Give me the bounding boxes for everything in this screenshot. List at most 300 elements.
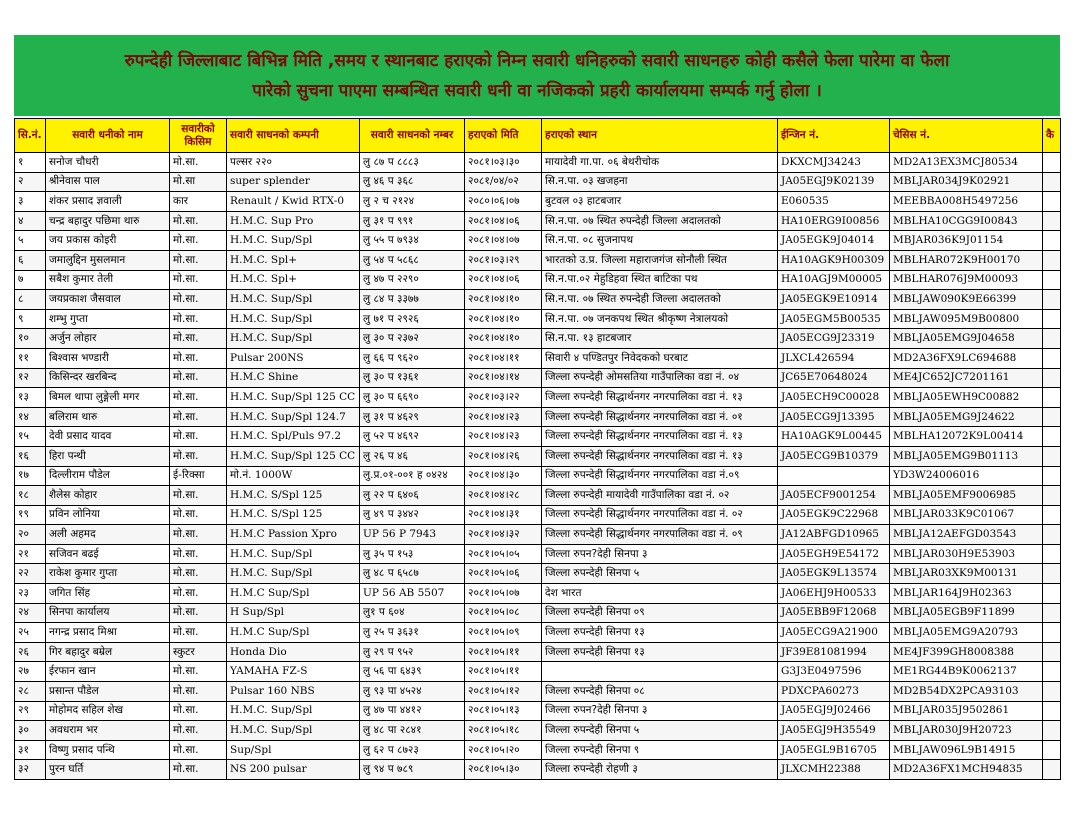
cell-serial: २७ xyxy=(15,662,46,682)
cell-vehicle-type: मो.सा. xyxy=(170,231,227,251)
cell-serial: २२ xyxy=(15,564,46,584)
cell-vehicle-company: NS 200 pulsar xyxy=(227,760,360,780)
cell-engine-no: JA05EGK9L13574 xyxy=(778,564,890,584)
cell-vehicle-type: मो.सा. xyxy=(170,329,227,349)
cell-lost-place: जिल्ला रुपन्देही सिनपा ५ xyxy=(542,721,778,741)
cell-serial: ९ xyxy=(15,309,46,329)
cell-vehicle-company: Sup/Spl xyxy=(227,740,360,760)
cell-engine-no: JA05ECG9B10379 xyxy=(778,446,890,466)
cell-chassis-no: MBLHAR072K9H00170 xyxy=(890,250,1043,270)
cell-vehicle-number: लु ६६ प ९६२० xyxy=(360,348,465,368)
cell-vehicle-company: H.M.C Sup/Spl xyxy=(227,584,360,604)
cell-vehicle-number: लु ४७ पा ४४१२ xyxy=(360,701,465,721)
cell-chassis-no: MBLJA05EGB9F11899 xyxy=(890,603,1043,623)
cell-lost-date: २०८१।०४।१० xyxy=(465,309,542,329)
cell-extra xyxy=(1043,231,1061,251)
cell-engine-no: JA05EGL9B16705 xyxy=(778,740,890,760)
cell-lost-date: २०८१।०५।३० xyxy=(465,760,542,780)
cell-extra xyxy=(1043,623,1061,643)
cell-owner-name: मोहोमद सहिल शेख xyxy=(46,701,170,721)
table-row xyxy=(15,368,1061,388)
cell-owner-name: बिमल थापा लुङ्गेली मगर xyxy=(46,388,170,408)
col-vehicle-type: सवारीको किसिम xyxy=(170,119,227,153)
cell-owner-name: नगन्द्र प्रसाद मिश्रा xyxy=(46,623,170,643)
cell-engine-no: HA10ERG9I00856 xyxy=(778,211,890,231)
cell-vehicle-company: H.M.C Shine xyxy=(227,368,360,388)
cell-vehicle-type: कार xyxy=(170,192,227,212)
cell-vehicle-number: लु ३० प १३६१ xyxy=(360,368,465,388)
cell-extra xyxy=(1043,760,1061,780)
cell-owner-name: पुरन घर्ति xyxy=(46,760,170,780)
cell-serial: ४ xyxy=(15,211,46,231)
cell-engine-no: JA05EGJ9K02139 xyxy=(778,172,890,192)
cell-engine-no: JA05ECG9J13395 xyxy=(778,407,890,427)
cell-lost-place: सि.न.पा. ०७ स्थित रुपन्देही जिल्ला अदालतको xyxy=(542,211,778,231)
cell-vehicle-company: मो.नं. 1000W xyxy=(227,466,360,486)
cell-vehicle-company: H.M.C. Spl/Puls 97.2 xyxy=(227,427,360,447)
cell-chassis-no: MD2B54DX2PCA93103 xyxy=(890,682,1043,702)
cell-owner-name: प्रविन लोनिया xyxy=(46,505,170,525)
cell-lost-place: जिल्ला रुपन्देही सिद्धार्थनगर नगरपालिका वडा नं. ०९ xyxy=(542,525,778,545)
cell-serial: २८ xyxy=(15,682,46,702)
cell-owner-name: जयप्रकाश जैसवाल xyxy=(46,290,170,310)
cell-lost-date: २०८१।०४।३१ xyxy=(465,505,542,525)
cell-vehicle-type: मो.सा. xyxy=(170,544,227,564)
cell-owner-name: दिल्लीराम पौडेल xyxy=(46,466,170,486)
cell-vehicle-company: H.M.C. Sup/Spl xyxy=(227,231,360,251)
cell-lost-place: जिल्ला रुपन्देही सिद्धार्थनगर नगरपालिका वडा नं. ०२ xyxy=(542,505,778,525)
cell-vehicle-type: मो.सा. xyxy=(170,348,227,368)
cell-lost-date: २०८१।०४।३२ xyxy=(465,525,542,545)
cell-engine-no: JA05EGM5B00535 xyxy=(778,309,890,329)
cell-lost-place xyxy=(542,662,778,682)
col-extra: कै xyxy=(1043,119,1061,153)
cell-serial: २९ xyxy=(15,701,46,721)
cell-chassis-no: MBLJA05EMG9A20793 xyxy=(890,623,1043,643)
cell-vehicle-company: Pulsar 200NS xyxy=(227,348,360,368)
cell-vehicle-type: मो.सा. xyxy=(170,662,227,682)
cell-vehicle-number: लु २२ प ६४०६ xyxy=(360,486,465,506)
cell-vehicle-type: मो.सा. xyxy=(170,407,227,427)
cell-owner-name: अवधराम भर xyxy=(46,721,170,741)
cell-vehicle-type: मो.सा. xyxy=(170,368,227,388)
cell-engine-no: JLXCMH22388 xyxy=(778,760,890,780)
cell-vehicle-type: मो.सा. xyxy=(170,250,227,270)
table-row xyxy=(15,584,1061,604)
cell-owner-name: अली अहमद xyxy=(46,525,170,545)
cell-serial: ३ xyxy=(15,192,46,212)
cell-chassis-no: MBLJA05EMG9B01113 xyxy=(890,446,1043,466)
cell-vehicle-type: मो.सा. xyxy=(170,270,227,290)
cell-vehicle-number: लु.प्र.०१-००१ ह ०४२४ xyxy=(360,466,465,486)
cell-extra xyxy=(1043,505,1061,525)
cell-extra xyxy=(1043,446,1061,466)
cell-extra xyxy=(1043,270,1061,290)
cell-lost-place: सि.न.पा.०२ मेहुडिहवा स्थित बाटिका पथ xyxy=(542,270,778,290)
col-serial: सि.नं. xyxy=(15,119,46,153)
cell-engine-no: G3J3E0497596 xyxy=(778,662,890,682)
cell-lost-place: जिल्ला रुपन्देही सिद्धार्थनगर नगरपालिका वडा नं. ०१ xyxy=(542,407,778,427)
cell-lost-place: जिल्ला रुपन्देही मायादेवी गाउँपालिका वडा नं. ०२ xyxy=(542,486,778,506)
cell-engine-no: JA12ABFGD10965 xyxy=(778,525,890,545)
cell-lost-date: २०८१।०५।२० xyxy=(465,740,542,760)
cell-lost-place: जिल्ला रुपन्देही सिद्धार्थनगर नगरपालिका वडा नं.०९ xyxy=(542,466,778,486)
cell-lost-date: २०८१।०३।३० xyxy=(465,153,542,173)
cell-serial: २० xyxy=(15,525,46,545)
cell-lost-date: २०८१।०४।१० xyxy=(465,329,542,349)
cell-vehicle-type: मो.सा. xyxy=(170,525,227,545)
cell-vehicle-company: H.M.C. S/Spl 125 xyxy=(227,486,360,506)
cell-vehicle-number: लु ९४ प ७८९ xyxy=(360,760,465,780)
cell-extra xyxy=(1043,603,1061,623)
cell-owner-name: बिश्वास भण्डारी xyxy=(46,348,170,368)
table-row xyxy=(15,329,1061,349)
cell-serial: ३१ xyxy=(15,740,46,760)
cell-chassis-no: MBLJAR030H9E53903 xyxy=(890,544,1043,564)
cell-extra xyxy=(1043,309,1061,329)
table-row xyxy=(15,407,1061,427)
cell-engine-no: JA05EGK9C22968 xyxy=(778,505,890,525)
cell-serial: २६ xyxy=(15,642,46,662)
cell-serial: ५ xyxy=(15,231,46,251)
cell-engine-no: HA10AGJ9M00005 xyxy=(778,270,890,290)
cell-owner-name: ईरफान खान xyxy=(46,662,170,682)
cell-lost-place: सि.न.पा. ०३ खजहना xyxy=(542,172,778,192)
cell-serial: १३ xyxy=(15,388,46,408)
table-row xyxy=(15,682,1061,702)
cell-lost-place: सि.न.पा. ०७ जनकपथ स्थित श्रीकृष्ण नेत्रालयको xyxy=(542,309,778,329)
cell-owner-name: सिनपा कार्यालय xyxy=(46,603,170,623)
cell-engine-no: JA05EGK9E10914 xyxy=(778,290,890,310)
table-row xyxy=(15,172,1061,192)
cell-extra xyxy=(1043,192,1061,212)
cell-vehicle-type: मो.सा. xyxy=(170,388,227,408)
cell-vehicle-number: लु ३५ प १५३ xyxy=(360,544,465,564)
cell-vehicle-number: लु २९ प ९५२ xyxy=(360,642,465,662)
cell-extra xyxy=(1043,211,1061,231)
col-vehicle-company: सवारी साधनको कम्पनी xyxy=(227,119,360,153)
cell-lost-place: जिल्ला रुपन्देही सिद्धार्थनगर नगरपालिका वडा नं. १३ xyxy=(542,427,778,447)
cell-chassis-no: ME4JC652JC7201161 xyxy=(890,368,1043,388)
cell-chassis-no: MBJAR036K9J01154 xyxy=(890,231,1043,251)
cell-chassis-no: MBLJAR034J9K02921 xyxy=(890,172,1043,192)
cell-extra xyxy=(1043,250,1061,270)
cell-lost-place: जिल्ला रुपन्देही सिनपा ५ xyxy=(542,564,778,584)
cell-lost-date: २०८१।०५।११ xyxy=(465,662,542,682)
table-row xyxy=(15,544,1061,564)
cell-chassis-no: MD2A36FX1MCH94835 xyxy=(890,760,1043,780)
cell-extra xyxy=(1043,721,1061,741)
cell-vehicle-type: स्कुटर xyxy=(170,642,227,662)
cell-extra xyxy=(1043,153,1061,173)
cell-vehicle-company: Renault / Kwid RTX-0 xyxy=(227,192,360,212)
cell-extra xyxy=(1043,525,1061,545)
cell-vehicle-number: लु ५२ प ४६९२ xyxy=(360,427,465,447)
cell-vehicle-company: H.M.C Sup/Spl xyxy=(227,623,360,643)
cell-lost-date: २०८१।०४।२८ xyxy=(465,486,542,506)
cell-serial: १७ xyxy=(15,466,46,486)
cell-engine-no: JA05ECH9C00028 xyxy=(778,388,890,408)
cell-chassis-no: ME1RG44B9K0062137 xyxy=(890,662,1043,682)
cell-extra xyxy=(1043,486,1061,506)
table-row xyxy=(15,701,1061,721)
cell-owner-name: अर्जुन लोहार xyxy=(46,329,170,349)
cell-vehicle-number: लु ३० प ६६९० xyxy=(360,388,465,408)
cell-vehicle-number: लु ५५ प ७९३४ xyxy=(360,231,465,251)
table-row xyxy=(15,760,1061,780)
cell-lost-place: जिल्ला रुपन?देही सिनपा ३ xyxy=(542,701,778,721)
cell-extra xyxy=(1043,368,1061,388)
table-header-row xyxy=(15,119,1061,153)
cell-vehicle-company: H.M.C. Sup/Spl xyxy=(227,290,360,310)
table-row xyxy=(15,740,1061,760)
cell-lost-place: सि.न.पा. ०७ स्थित रुपन्देही जिल्ला अदालतको xyxy=(542,290,778,310)
cell-vehicle-type: मो.सा. xyxy=(170,564,227,584)
cell-owner-name: विष्णु प्रसाद पन्थि xyxy=(46,740,170,760)
cell-extra xyxy=(1043,388,1061,408)
cell-vehicle-company: H.M.C. Sup Pro xyxy=(227,211,360,231)
cell-engine-no: JA05EGK9J04014 xyxy=(778,231,890,251)
cell-serial: ११ xyxy=(15,348,46,368)
table-row xyxy=(15,505,1061,525)
cell-vehicle-company: H.M.C. S/Spl 125 xyxy=(227,505,360,525)
cell-lost-date: २०८१।०४।३० xyxy=(465,466,542,486)
cell-extra xyxy=(1043,662,1061,682)
cell-lost-place: सिवारी ४ पण्डितपुर निवेदकको घरबाट xyxy=(542,348,778,368)
cell-vehicle-company: Honda Dio xyxy=(227,642,360,662)
cell-owner-name: राकेश कुमार गुप्ता xyxy=(46,564,170,584)
cell-serial: २३ xyxy=(15,584,46,604)
cell-lost-place: बुटवल ०३ हाटबजार xyxy=(542,192,778,212)
cell-extra xyxy=(1043,407,1061,427)
cell-vehicle-type: मो.सा. xyxy=(170,446,227,466)
cell-serial: २५ xyxy=(15,623,46,643)
cell-serial: १६ xyxy=(15,446,46,466)
cell-owner-name: चन्द्र बहादुर पछिमा थारु xyxy=(46,211,170,231)
cell-owner-name: देवी प्रसाद यादव xyxy=(46,427,170,447)
cell-chassis-no: MBLJA05EMG9J24622 xyxy=(890,407,1043,427)
cell-owner-name: गिर बहादुर बम्रेल xyxy=(46,642,170,662)
cell-serial: १० xyxy=(15,329,46,349)
cell-chassis-no: MBLJAW095M9B00800 xyxy=(890,309,1043,329)
cell-vehicle-company: H.M.C. Spl+ xyxy=(227,270,360,290)
cell-vehicle-type: मो.सा xyxy=(170,172,227,192)
cell-engine-no: HA10AGK9H00309 xyxy=(778,250,890,270)
cell-lost-date: २०८१।०४।२३ xyxy=(465,427,542,447)
cell-lost-place: जिल्ला रुपन्देही सिनपा १३ xyxy=(542,623,778,643)
table-body xyxy=(15,153,1061,780)
cell-chassis-no: MD2A13EX3MCJ80534 xyxy=(890,153,1043,173)
cell-lost-date: २०८१।०४।२३ xyxy=(465,407,542,427)
cell-vehicle-company: H.M.C. Sup/Spl 124.7 xyxy=(227,407,360,427)
cell-extra xyxy=(1043,172,1061,192)
notice-line-1: रुपन्देही जिल्लाबाट बिभिन्न मिति ,समय र स्थानबाट हराएको निम्न सवारी धनिहरुको सवारी साधनहरु कोही कसैले फेला पारेमा वा फेला xyxy=(124,50,950,71)
cell-lost-place: जिल्ला रुपन्देही सिनपा ०९ xyxy=(542,603,778,623)
cell-engine-no: DKXCMJ34243 xyxy=(778,153,890,173)
col-vehicle-number: सवारी साधनको नम्बर xyxy=(360,119,465,153)
cell-vehicle-type: मो.सा. xyxy=(170,486,227,506)
table-row xyxy=(15,486,1061,506)
col-owner-name: सवारी धनीको नाम xyxy=(46,119,170,153)
cell-owner-name: शम्भु गुप्ता xyxy=(46,309,170,329)
cell-owner-name: सनोज चौधरी xyxy=(46,153,170,173)
cell-lost-date: २०८१/०४/०२ xyxy=(465,172,542,192)
cell-vehicle-type: मो.सा. xyxy=(170,584,227,604)
cell-engine-no: PDXCPA60273 xyxy=(778,682,890,702)
cell-chassis-no: MD2A36FX9LC694688 xyxy=(890,348,1043,368)
table-row xyxy=(15,153,1061,173)
cell-vehicle-company: पल्सर २२० xyxy=(227,153,360,173)
cell-vehicle-type: मो.सा. xyxy=(170,721,227,741)
cell-owner-name: जय प्रकास कोइरी xyxy=(46,231,170,251)
cell-engine-no: JA06EHJ9H00533 xyxy=(778,584,890,604)
cell-vehicle-type: मो.सा. xyxy=(170,427,227,447)
cell-lost-date: २०८१।०५।०९ xyxy=(465,623,542,643)
cell-engine-no: JLXCL426594 xyxy=(778,348,890,368)
cell-vehicle-number: लु ८७ प ८८८३ xyxy=(360,153,465,173)
cell-lost-place: सि.न.पा. १३ हाटबजार xyxy=(542,329,778,349)
cell-lost-date: २०८१।०५।१३ xyxy=(465,701,542,721)
cell-chassis-no: MBLJAR030J9H20723 xyxy=(890,721,1043,741)
cell-lost-place: जिल्ला रुपन्देही ओमसतिया गाउँपालिका वडा नं. ०४ xyxy=(542,368,778,388)
cell-extra xyxy=(1043,701,1061,721)
notice-banner xyxy=(14,35,1060,116)
cell-vehicle-number: लु २५ प ३६३१ xyxy=(360,623,465,643)
cell-vehicle-type: मो.सा. xyxy=(170,603,227,623)
cell-serial: १५ xyxy=(15,427,46,447)
table-row xyxy=(15,564,1061,584)
cell-vehicle-type: मो.सा. xyxy=(170,740,227,760)
table-row xyxy=(15,270,1061,290)
cell-owner-name: बलिराम थारु xyxy=(46,407,170,427)
cell-chassis-no: YD3W24006016 xyxy=(890,466,1043,486)
table-row xyxy=(15,427,1061,447)
cell-chassis-no: ME4JF399GH8008388 xyxy=(890,642,1043,662)
cell-engine-no: JA05EGJ9J02466 xyxy=(778,701,890,721)
cell-vehicle-number: लु ८४ प ३३७७ xyxy=(360,290,465,310)
cell-extra xyxy=(1043,564,1061,584)
cell-vehicle-company: YAMAHA FZ-S xyxy=(227,662,360,682)
cell-lost-place: मायादेवी गा.पा. ०६ बेथरीचोक xyxy=(542,153,778,173)
cell-owner-name: जगित सिंह xyxy=(46,584,170,604)
cell-lost-date: २०८१।०४।११ xyxy=(465,348,542,368)
cell-vehicle-company: H.M.C. Sup/Spl xyxy=(227,564,360,584)
col-engine-no: ईन्जिन नं. xyxy=(778,119,890,153)
cell-vehicle-number: लु ७१ प २९२६ xyxy=(360,309,465,329)
stolen-vehicle-table xyxy=(14,118,1061,780)
table-row xyxy=(15,211,1061,231)
cell-chassis-no: MBLJAR03XK9M00131 xyxy=(890,564,1043,584)
cell-vehicle-company: H.M.C. Sup/Spl xyxy=(227,544,360,564)
cell-vehicle-type: मो.सा. xyxy=(170,701,227,721)
cell-lost-place: जिल्ला रुपन्देही सिनपा ९ xyxy=(542,740,778,760)
cell-vehicle-number: लु ४६ प ३६८ xyxy=(360,172,465,192)
cell-vehicle-number: UP 56 AB 5507 xyxy=(360,584,465,604)
table-row xyxy=(15,290,1061,310)
cell-chassis-no: MBLJA05EWH9C00882 xyxy=(890,388,1043,408)
cell-vehicle-number: लु ४७ प २२९० xyxy=(360,270,465,290)
cell-vehicle-number: लु ९३ पा ४५२४ xyxy=(360,682,465,702)
cell-extra xyxy=(1043,584,1061,604)
cell-engine-no: JA05EGJ9H35549 xyxy=(778,721,890,741)
cell-serial: ३२ xyxy=(15,760,46,780)
cell-vehicle-type: मो.सा. xyxy=(170,211,227,231)
cell-chassis-no: MBLHA10CGG9I00843 xyxy=(890,211,1043,231)
col-lost-place: हराएको स्थान xyxy=(542,119,778,153)
cell-vehicle-company: H.M.C. Sup/Spl xyxy=(227,721,360,741)
cell-owner-name: शंकर प्रसाद ज्ञवाली xyxy=(46,192,170,212)
cell-engine-no: JF39E81081994 xyxy=(778,642,890,662)
cell-chassis-no: MBLHA12072K9L00414 xyxy=(890,427,1043,447)
cell-vehicle-number: लु ३१ प ४६२९ xyxy=(360,407,465,427)
cell-lost-date: २०८०।०६।०७ xyxy=(465,192,542,212)
cell-vehicle-number: लु ३१ प ९९१ xyxy=(360,211,465,231)
cell-engine-no: E060535 xyxy=(778,192,890,212)
cell-vehicle-type: मो.सा. xyxy=(170,623,227,643)
cell-chassis-no: MBLJAR035J9502861 xyxy=(890,701,1043,721)
cell-engine-no: JA05EGH9E54172 xyxy=(778,544,890,564)
cell-vehicle-company: H.M.C. Sup/Spl xyxy=(227,329,360,349)
cell-vehicle-type: मो.सा. xyxy=(170,505,227,525)
cell-chassis-no: MBLJAR164J9H02363 xyxy=(890,584,1043,604)
cell-vehicle-number: लु ६२ प ८७२३ xyxy=(360,740,465,760)
cell-lost-date: २०८१।०४।२६ xyxy=(465,446,542,466)
cell-vehicle-company: H Sup/Spl xyxy=(227,603,360,623)
table-row xyxy=(15,388,1061,408)
cell-vehicle-number: UP 56 P 7943 xyxy=(360,525,465,545)
cell-lost-date: २०८१।०४।०६ xyxy=(465,211,542,231)
cell-vehicle-type: मो.सा. xyxy=(170,682,227,702)
cell-owner-name: श्रीनेवास पाल xyxy=(46,172,170,192)
cell-chassis-no: MBLJAR033K9C01067 xyxy=(890,505,1043,525)
cell-lost-date: २०८१।०४।१० xyxy=(465,290,542,310)
cell-vehicle-type: मो.सा. xyxy=(170,153,227,173)
table-row xyxy=(15,309,1061,329)
cell-serial: १९ xyxy=(15,505,46,525)
cell-chassis-no: MBLJA05EMF9006985 xyxy=(890,486,1043,506)
cell-lost-date: २०८१।०३।२२ xyxy=(465,388,542,408)
cell-lost-place: जिल्ला रुपन्देही सिनपा ०८ xyxy=(542,682,778,702)
cell-owner-name: सजिवन बढई xyxy=(46,544,170,564)
cell-vehicle-number: लु ३० प २३७२ xyxy=(360,329,465,349)
cell-extra xyxy=(1043,642,1061,662)
cell-lost-date: २०८१।०४।१४ xyxy=(465,368,542,388)
cell-extra xyxy=(1043,348,1061,368)
table-row xyxy=(15,466,1061,486)
table-row xyxy=(15,231,1061,251)
cell-lost-date: २०८१।०५।१८ xyxy=(465,721,542,741)
cell-vehicle-number: लु ४८ पा २८४१ xyxy=(360,721,465,741)
cell-lost-date: २०८१।०५।०५ xyxy=(465,544,542,564)
cell-chassis-no: MBLJA05EMG9J04658 xyxy=(890,329,1043,349)
cell-lost-date: २०८१।०४।०६ xyxy=(465,270,542,290)
cell-extra xyxy=(1043,329,1061,349)
col-chassis-no: चेसिस नं. xyxy=(890,119,1043,153)
cell-vehicle-company: H.M.C. Spl+ xyxy=(227,250,360,270)
cell-vehicle-company: H.M.C. Sup/Spl xyxy=(227,701,360,721)
col-lost-date: हराएको मिति xyxy=(465,119,542,153)
cell-lost-date: २०८१।०५।१२ xyxy=(465,682,542,702)
cell-extra xyxy=(1043,740,1061,760)
cell-extra xyxy=(1043,682,1061,702)
cell-serial: २ xyxy=(15,172,46,192)
notice-line-2: पारेको सुचना पाएमा सम्बन्धित सवारी धनी वा नजिकको प्रहरी कार्यालयमा सम्पर्क गर्नु होला । xyxy=(252,80,822,101)
cell-chassis-no: MBLJA12AEFGD03543 xyxy=(890,525,1043,545)
cell-vehicle-number: लु ४८ प ६५८७ xyxy=(360,564,465,584)
cell-extra xyxy=(1043,544,1061,564)
cell-lost-date: २०८१।०४।०७ xyxy=(465,231,542,251)
cell-vehicle-company: H.M.C. Sup/Spl 125 CC xyxy=(227,446,360,466)
